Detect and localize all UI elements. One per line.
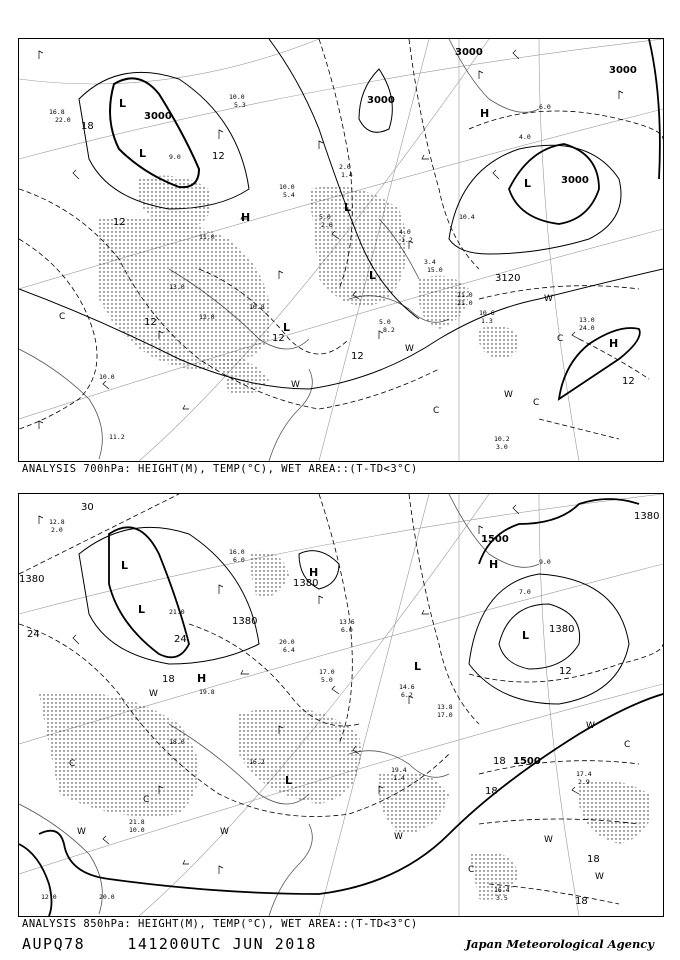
svg-text:16.8: 16.8	[49, 108, 65, 116]
cold-mark: C	[557, 334, 564, 344]
svg-text:19.8: 19.8	[199, 688, 215, 696]
map-850hpa-canvas	[19, 494, 663, 916]
map-700hpa-canvas	[19, 39, 663, 461]
station-value: 13.0	[579, 316, 595, 324]
station-value: 21.0	[457, 291, 473, 299]
warm-mark: W	[544, 835, 553, 845]
svg-text:10.0: 10.0	[279, 183, 295, 191]
svg-text:16.0: 16.0	[229, 548, 245, 556]
svg-text:5.0: 5.0	[319, 213, 331, 221]
temp-label: 12	[622, 376, 635, 387]
height-label: 3120	[495, 273, 521, 284]
svg-text:16.2: 16.2	[249, 758, 265, 766]
station-value: 21.8	[129, 818, 145, 826]
svg-text:22.0: 22.0	[55, 116, 71, 124]
temp-label: 18	[575, 896, 588, 907]
height-label: 1380	[549, 624, 575, 635]
svg-text:6.0: 6.0	[539, 103, 551, 111]
svg-text:13.6: 13.6	[339, 618, 355, 626]
height-label: 1380	[293, 578, 319, 589]
station-value: 12.0	[41, 893, 57, 901]
low-center: L	[285, 774, 293, 787]
temp-label: 18	[587, 854, 600, 865]
height-label: 1500	[481, 534, 509, 545]
analysis-map-850hpa	[18, 493, 664, 917]
svg-text:2.0: 2.0	[51, 526, 63, 534]
station-value: 19.4	[391, 766, 407, 774]
cold-mark: C	[624, 740, 631, 750]
svg-text:6.0: 6.0	[233, 556, 245, 564]
cold-mark: C	[59, 312, 66, 322]
agency-name: Japan Meteorological Agency	[465, 937, 654, 951]
high-center: H	[197, 672, 207, 685]
high-center: H	[489, 558, 499, 571]
svg-text:12.0: 12.0	[199, 313, 215, 321]
svg-text:13.0: 13.0	[169, 283, 185, 291]
low-center: L	[524, 177, 532, 190]
valid-time: 141200UTC JUN 2018	[127, 935, 317, 953]
station-value: 10.0	[129, 826, 145, 834]
high-center: H	[309, 566, 319, 579]
station-value: 20.0	[99, 893, 115, 901]
svg-text:5.4: 5.4	[283, 191, 295, 199]
cold-mark: C	[533, 398, 540, 408]
cold-mark: C	[143, 795, 150, 805]
warm-mark: W	[544, 294, 553, 304]
low-center: L	[414, 660, 422, 673]
temp-label: 12	[212, 151, 225, 162]
svg-text:6.2: 6.2	[401, 691, 413, 699]
cold-mark: C	[433, 406, 440, 416]
height-label: 1380	[232, 616, 258, 627]
warm-mark: W	[405, 344, 414, 354]
low-center: L	[119, 97, 127, 110]
station-value: 21.0	[457, 299, 473, 307]
low-center: L	[121, 559, 129, 572]
station-value: 1.3	[481, 317, 493, 325]
station-value: 5.0	[379, 318, 391, 326]
svg-text:6.4: 6.4	[283, 646, 295, 654]
svg-text:7.0: 7.0	[519, 588, 531, 596]
svg-text:9.0: 9.0	[169, 153, 181, 161]
svg-text:11.2: 11.2	[109, 433, 125, 441]
warm-mark: W	[504, 390, 513, 400]
svg-text:21.0: 21.0	[169, 608, 185, 616]
height-label: 3000	[561, 175, 589, 186]
low-center: L	[369, 269, 377, 282]
temp-label: 24	[27, 629, 40, 640]
caption-700hpa: ANALYSIS 700hPa: HEIGHT(M), TEMP(°C), WET AREA::(T-TD<3°C)	[22, 463, 418, 475]
svg-text:18.0: 18.0	[169, 738, 185, 746]
warm-mark: W	[220, 827, 229, 837]
temp-label: 18	[162, 674, 175, 685]
low-center: L	[139, 147, 147, 160]
warm-mark: W	[149, 689, 158, 699]
height-label: 3000	[455, 47, 483, 58]
product-id: AUPQ78	[22, 935, 86, 953]
cold-mark: C	[69, 759, 76, 769]
temp-label: 12	[144, 317, 157, 328]
station-value: 24.0	[579, 324, 595, 332]
warm-mark: W	[586, 721, 595, 731]
svg-text:17.0: 17.0	[319, 668, 335, 676]
svg-text:4.0: 4.0	[399, 228, 411, 236]
warm-mark: W	[77, 827, 86, 837]
cold-mark: C	[468, 865, 475, 875]
warm-mark: W	[291, 380, 300, 390]
temp-label: 12	[351, 351, 364, 362]
station-value: 17.4	[576, 770, 592, 778]
wet-areas	[99, 176, 519, 395]
temp-label: 18	[493, 756, 506, 767]
station-value: 10.2	[494, 435, 510, 443]
station-value: 18	[81, 121, 94, 132]
low-center: L	[138, 603, 146, 616]
station-value: 10.6	[479, 309, 495, 317]
temp-label: 18	[485, 786, 498, 797]
svg-text:12.8: 12.8	[49, 518, 65, 526]
station-value: 3.5	[496, 894, 508, 902]
svg-text:11.0: 11.0	[199, 233, 215, 241]
svg-text:6.0: 6.0	[341, 626, 353, 634]
svg-text:10.8: 10.8	[249, 303, 265, 311]
coastlines	[19, 39, 539, 461]
svg-text:4.0: 4.0	[519, 133, 531, 141]
svg-text:10.0: 10.0	[229, 93, 245, 101]
high-center: H	[480, 107, 490, 120]
warm-mark: W	[595, 872, 604, 882]
height-label: 1500	[513, 756, 541, 767]
height-label: 3000	[609, 65, 637, 76]
height-label: 3000	[144, 111, 172, 122]
station-value: 16.4	[494, 886, 510, 894]
svg-text:1.2: 1.2	[401, 236, 413, 244]
height-label: 1380	[19, 574, 45, 585]
height-label: 1380	[634, 511, 660, 522]
caption-850hpa: ANALYSIS 850hPa: HEIGHT(M), TEMP(°C), WET AREA::(T-TD<3°C)	[22, 918, 418, 930]
temp-label: 12	[113, 217, 126, 228]
product-header	[22, 935, 317, 953]
svg-text:20.0: 20.0	[279, 638, 295, 646]
station-value: 10.4	[459, 213, 475, 221]
station-value: 8.2	[383, 326, 395, 334]
low-center: L	[283, 321, 291, 334]
svg-text:2.6: 2.6	[321, 221, 333, 229]
station-value: 3.0	[496, 443, 508, 451]
low-center: L	[522, 629, 530, 642]
temp-label: 12	[559, 666, 572, 677]
svg-text:5.0: 5.0	[321, 676, 333, 684]
temp-label: 30	[81, 502, 94, 513]
station-value: 3.4	[424, 258, 436, 266]
station-value: 15.0	[427, 266, 443, 274]
svg-text:1.4: 1.4	[341, 171, 353, 179]
high-center: H	[609, 337, 619, 350]
svg-text:14.6: 14.6	[399, 683, 415, 691]
svg-text:5.3: 5.3	[234, 101, 246, 109]
temp-label: 24	[174, 634, 187, 645]
warm-mark: W	[394, 832, 403, 842]
svg-text:10.0: 10.0	[99, 373, 115, 381]
station-value: 17.0	[437, 711, 453, 719]
station-value: 13.8	[437, 703, 453, 711]
temp-label: 12	[272, 333, 285, 344]
station-value: 1.4	[393, 774, 405, 782]
analysis-map-700hpa	[18, 38, 664, 462]
station-value: 2.9	[578, 778, 590, 786]
svg-text:9.0: 9.0	[539, 558, 551, 566]
low-center: L	[344, 201, 352, 214]
high-center: H	[241, 211, 251, 224]
height-label: 3000	[367, 95, 395, 106]
svg-text:2.0: 2.0	[339, 163, 351, 171]
